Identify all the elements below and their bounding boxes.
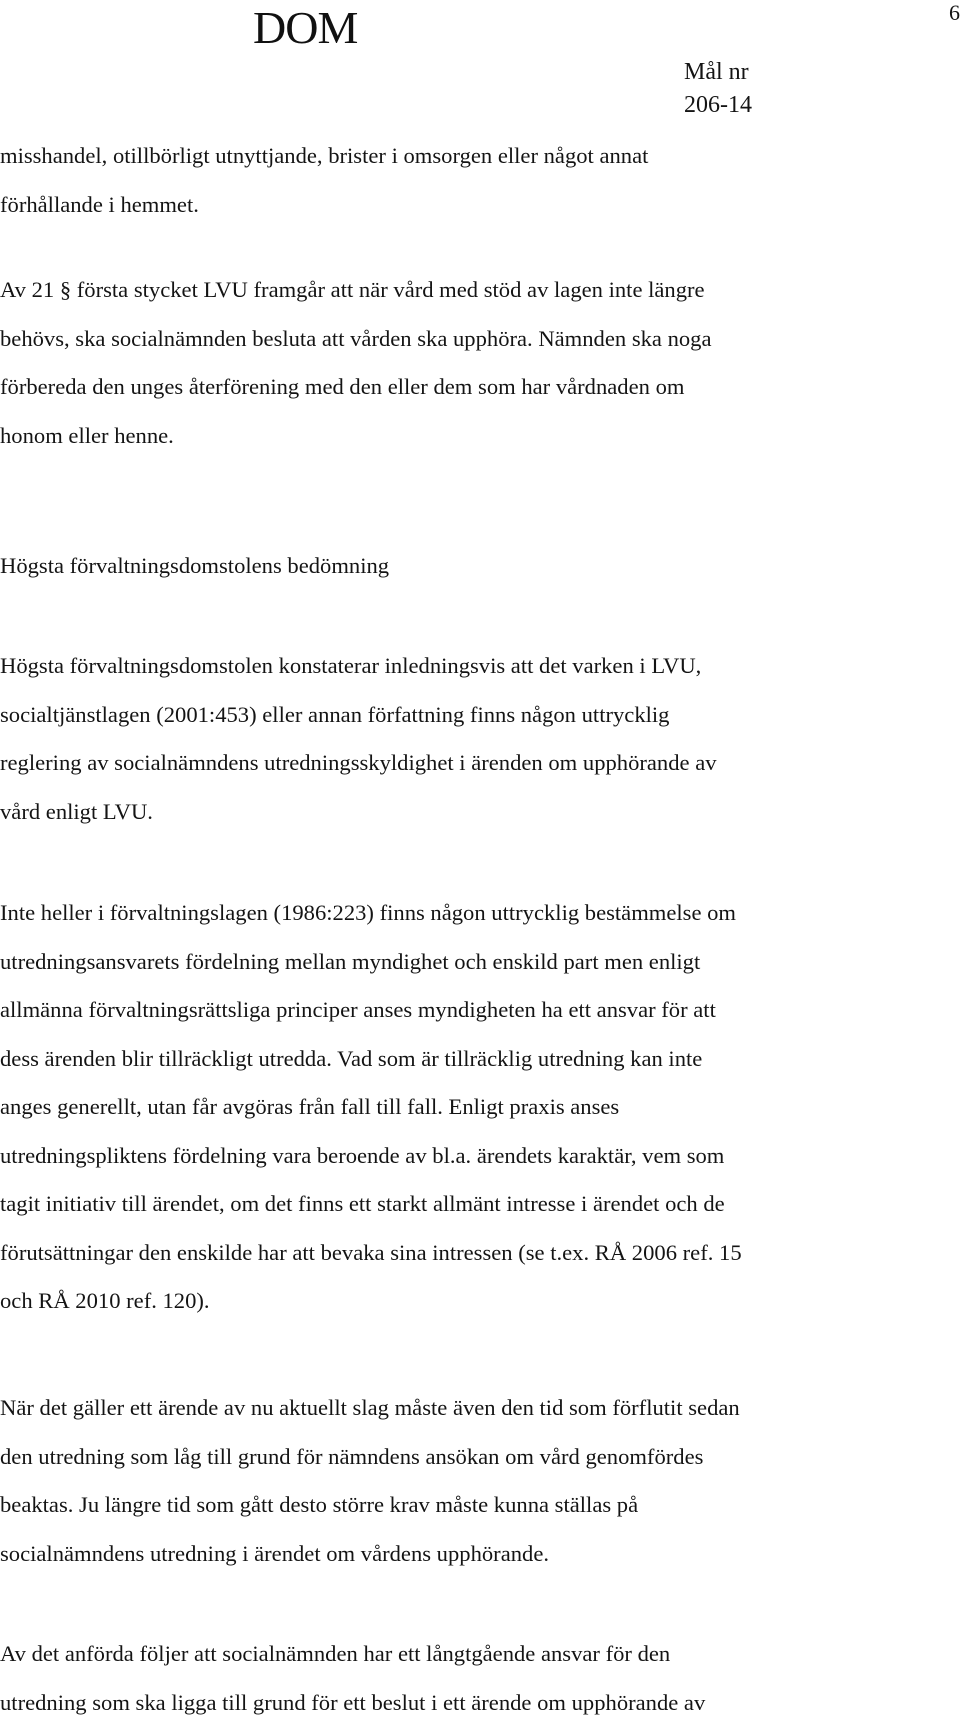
- section-heading: Högsta förvaltningsdomstolens bedömning: [0, 551, 389, 581]
- paragraph-3: [0, 642, 960, 836]
- text-line: När det gäller ett ärende av nu aktuellt slag måste även den tid som förflutit sedan: [0, 1384, 960, 1433]
- paragraph-5: [0, 1384, 960, 1578]
- text-line: Högsta förvaltningsdomstolen konstaterar inledningsvis att det varken i LVU,: [0, 642, 960, 691]
- text-line: behövs, ska socialnämnden besluta att vården ska upphöra. Nämnden ska noga: [0, 315, 960, 364]
- paragraph-2: [0, 266, 960, 460]
- text-line: Av det anförda följer att socialnämnden har ett långtgående ansvar för den: [0, 1630, 960, 1679]
- text-line: förbereda den unges återförening med den eller dem som har vårdnaden om: [0, 363, 960, 412]
- text-line: dess ärenden blir tillräckligt utredda. Vad som är tillräcklig utredning kan inte: [0, 1035, 960, 1084]
- text-line: vård enligt LVU.: [0, 788, 960, 837]
- text-line: misshandel, otillbörligt utnyttjande, brister i omsorgen eller något annat: [0, 132, 960, 181]
- document-title: DOM: [253, 0, 357, 56]
- paragraph-4: [0, 889, 960, 1326]
- paragraph-6: [0, 1630, 960, 1727]
- text-line: socialtjänstlagen (2001:453) eller annan författning finns någon uttrycklig: [0, 691, 960, 740]
- text-line: utredning som ska ligga till grund för ett beslut i ett ärende om upphörande av: [0, 1679, 960, 1727]
- text-line: och RÅ 2010 ref. 120).: [0, 1277, 960, 1326]
- text-line: reglering av socialnämndens utredningsskyldighet i ärenden om upphörande av: [0, 739, 960, 788]
- text-line: förhållande i hemmet.: [0, 181, 960, 230]
- text-line: Av 21 § första stycket LVU framgår att när vård med stöd av lagen inte längre: [0, 266, 960, 315]
- case-number-label: Mål nr: [684, 57, 749, 87]
- text-line: utredningspliktens fördelning vara beroende av bl.a. ärendets karaktär, vem som: [0, 1132, 960, 1181]
- text-line: honom eller henne.: [0, 412, 960, 461]
- case-number: 206-14: [684, 90, 752, 120]
- text-line: beaktas. Ju längre tid som gått desto större krav måste kunna ställas på: [0, 1481, 960, 1530]
- paragraph-1: [0, 132, 960, 229]
- page-number: 6: [949, 0, 960, 26]
- text-line: den utredning som låg till grund för nämndens ansökan om vård genomfördes: [0, 1433, 960, 1482]
- text-line: allmänna förvaltningsrättsliga principer anses myndigheten ha ett ansvar för att: [0, 986, 960, 1035]
- text-line: Inte heller i förvaltningslagen (1986:223) finns någon uttrycklig bestämmelse om: [0, 889, 960, 938]
- text-line: socialnämndens utredning i ärendet om vårdens upphörande.: [0, 1530, 960, 1579]
- text-line: anges generellt, utan får avgöras från fall till fall. Enligt praxis anses: [0, 1083, 960, 1132]
- text-line: utredningsansvarets fördelning mellan myndighet och enskild part men enligt: [0, 938, 960, 987]
- text-line: förutsättningar den enskilde har att bevaka sina intressen (se t.ex. RÅ 2006 ref. 15: [0, 1229, 960, 1278]
- text-line: tagit initiativ till ärendet, om det finns ett starkt allmänt intresse i ärendet och de: [0, 1180, 960, 1229]
